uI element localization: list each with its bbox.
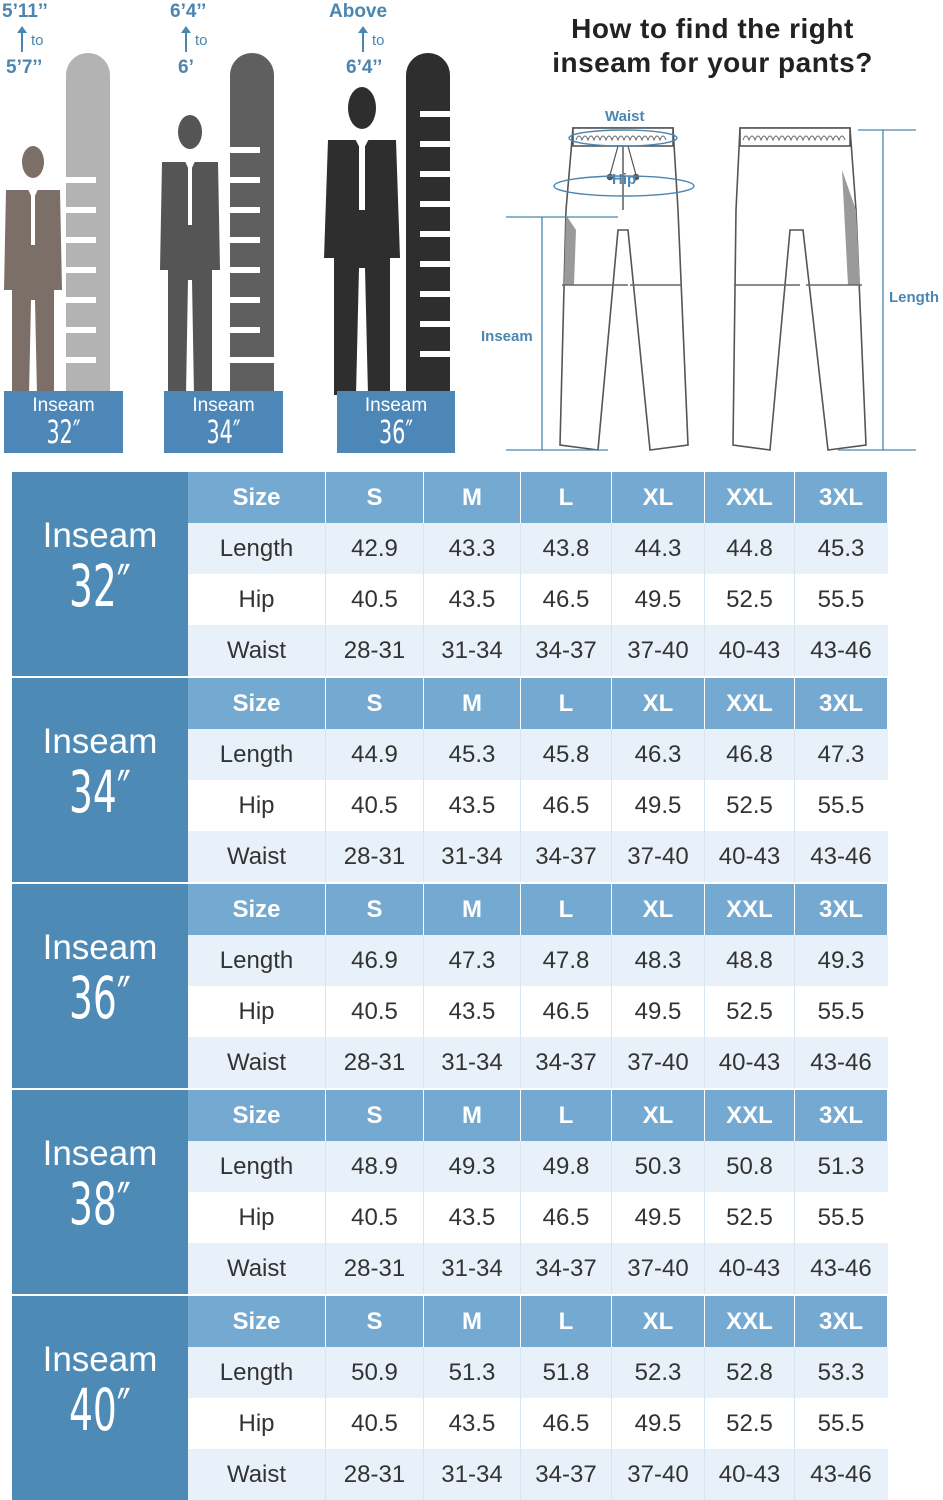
table-row: Waist 28-31 31-34 34-37 37-40 40-43 43-46 [188, 625, 888, 676]
hip-label: Hip [612, 171, 637, 188]
length-label: Length [889, 289, 939, 306]
figure-group-3 [320, 0, 480, 462]
size-chart [12, 472, 888, 1500]
waist-label: Waist [605, 108, 645, 125]
up-arrow-icon [362, 32, 364, 52]
table-header-row: Size S M L XL XXL 3XL [188, 1296, 888, 1347]
inseam-badge: Inseam 36″ [337, 391, 455, 453]
height-from-label: Above [329, 1, 388, 22]
table-row: Hip 40.5 43.5 46.5 49.5 52.5 55.5 [188, 780, 888, 831]
to-label: to [31, 32, 44, 49]
table-row: Length 42.9 43.3 43.8 44.3 44.8 45.3 [188, 523, 888, 574]
table-header-row: Size S M L XL XXL 3XL [188, 1090, 888, 1141]
inseam-block-label: Inseam 40″ [12, 1296, 188, 1500]
table-row: Length 48.9 49.3 49.8 50.3 50.8 51.3 [188, 1141, 888, 1192]
height-from-label: 5’11’’ [2, 1, 48, 22]
inseam-badge: Inseam 34″ [164, 391, 283, 453]
table-row: Waist 28-31 31-34 34-37 37-40 40-43 43-46 [188, 1449, 888, 1500]
size-table [188, 1090, 888, 1294]
table-row: Hip 40.5 43.5 46.5 49.5 52.5 55.5 [188, 986, 888, 1037]
inseam-block-label: Inseam 36″ [12, 884, 188, 1088]
table-row: Hip 40.5 43.5 46.5 49.5 52.5 55.5 [188, 1398, 888, 1449]
person-silhouette-icon [158, 108, 222, 395]
to-label: to [195, 32, 208, 49]
height-guide-section [0, 0, 943, 462]
inseam-block-40 [12, 1296, 888, 1500]
table-header-row: Size S M L XL XXL 3XL [188, 884, 888, 935]
size-table [188, 472, 888, 676]
inseam-label: Inseam [481, 328, 533, 345]
up-arrow-icon [21, 32, 23, 52]
inseam-block-label: Inseam 32″ [12, 472, 188, 676]
height-to-label: 5’7’’ [6, 57, 43, 78]
pants-measurement-diagram [478, 100, 943, 460]
height-to-label: 6’4’’ [346, 57, 383, 78]
person-silhouette-icon [322, 82, 402, 395]
up-arrow-icon [185, 32, 187, 52]
table-row: Length 50.9 51.3 51.8 52.3 52.8 53.3 [188, 1347, 888, 1398]
inseam-badge: Inseam 32″ [4, 391, 123, 453]
height-from-label: 6’4’’ [170, 1, 207, 22]
table-row: Waist 28-31 31-34 34-37 37-40 40-43 43-46 [188, 1037, 888, 1088]
size-table [188, 1296, 888, 1500]
size-table [188, 678, 888, 882]
person-silhouette-icon [2, 140, 64, 395]
inseam-block-label: Inseam 38″ [12, 1090, 188, 1294]
back-pants-icon [733, 128, 866, 450]
guide-title: How to find the right inseam for your pants? [552, 13, 873, 78]
table-row: Hip 40.5 43.5 46.5 49.5 52.5 55.5 [188, 574, 888, 625]
table-row: Waist 28-31 31-34 34-37 37-40 40-43 43-46 [188, 1243, 888, 1294]
inseam-block-32 [12, 472, 888, 678]
size-table [188, 884, 888, 1088]
height-ruler [230, 53, 274, 393]
inseam-block-label: Inseam 34″ [12, 678, 188, 882]
table-row: Hip 40.5 43.5 46.5 49.5 52.5 55.5 [188, 1192, 888, 1243]
table-row: Waist 28-31 31-34 34-37 37-40 40-43 43-46 [188, 831, 888, 882]
height-to-label: 6’ [178, 57, 194, 78]
inseam-block-36 [12, 884, 888, 1090]
table-row: Length 44.9 45.3 45.8 46.3 46.8 47.3 [188, 729, 888, 780]
figure-group-1 [0, 0, 160, 462]
height-ruler [66, 53, 110, 393]
table-header-row: Size S M L XL XXL 3XL [188, 472, 888, 523]
height-ruler [406, 53, 450, 393]
inseam-block-34 [12, 678, 888, 884]
table-row: Length 46.9 47.3 47.8 48.3 48.8 49.3 [188, 935, 888, 986]
inseam-block-38 [12, 1090, 888, 1296]
figure-group-2 [160, 0, 320, 462]
table-header-row: Size S M L XL XXL 3XL [188, 678, 888, 729]
to-label: to [372, 32, 385, 49]
